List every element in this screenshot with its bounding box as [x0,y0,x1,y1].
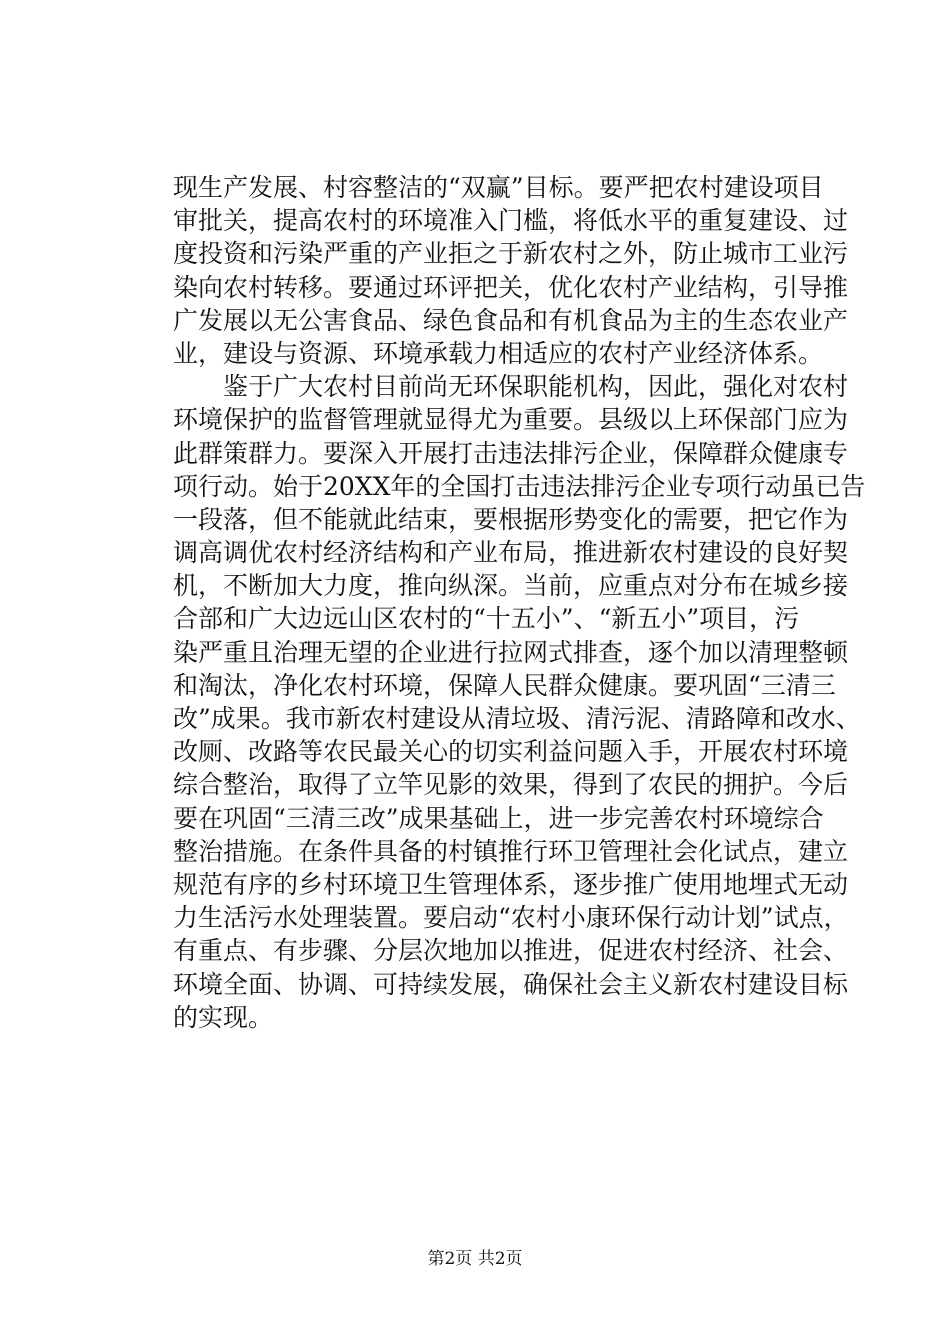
text-line: 环境保护的监督管理就显得尤为重要。县级以上环保部门应为 [173,405,849,435]
text-line: 度投资和污染严重的产业拒之于新农村之外，防止城市工业污 [173,239,849,269]
text-line: 鉴于广大农村目前尚无环保职能机构，因此，强化对农村 [173,372,849,402]
text-line: 染严重且治理无望的企业进行拉网式排查，逐个加以清理整顿 [173,637,849,667]
text-line: 规范有序的乡村环境卫生管理体系，逐步推广使用地埋式无动 [173,869,849,899]
text-line: 力生活污水处理装置。要启动“农村小康环保行动计划”试点， [173,903,849,933]
text-line: 的实现。 [173,1002,274,1032]
text-line: 环境全面、协调、可持续发展，确保社会主义新农村建设目标 [173,969,849,999]
text-line: 业，建设与资源、环境承载力相适应的农村产业经济体系。 [173,338,824,368]
text-line: 项行动。始于20XX年的全国打击违法排污企业专项行动虽已告 [173,471,866,501]
text-line: 现生产发展、村容整洁的“双赢”目标。要严把农村建设项目 [173,173,824,202]
page-number-footer: 第2页 共2页 [427,1249,523,1269]
text-line: 染向农村转移。要通过环评把关，优化农村产业结构，引导推 [173,272,849,302]
text-line: 和淘汰，净化农村环境，保障人民群众健康。要巩固“三清三 [173,670,836,700]
text-line: 一段落，但不能就此结束，要根据形势变化的需要，把它作为 [173,504,849,534]
text-line: 广发展以无公害食品、绿色食品和有机食品为主的生态农业产 [173,305,849,335]
text-line: 改厕、改路等农民最关心的切实利益问题入手，开展农村环境 [173,737,849,767]
text-line: 有重点、有步骤、分层次地加以推进，促进农村经济、社会、 [173,936,849,966]
text-line: 机，不断加大力度，推向纵深。当前，应重点对分布在城乡接 [173,571,849,601]
text-line: 此群策群力。要深入开展打击违法排污企业，保障群众健康专 [173,438,849,468]
text-line: 调高调优农村经济结构和产业布局，推进新农村建设的良好契 [173,538,849,568]
text-line: 审批关，提高农村的环境准入门槛，将低水平的重复建设、过 [173,206,849,236]
document-body [173,171,873,1034]
text-line: 要在巩固“三清三改”成果基础上，进一步完善农村环境综合 [173,803,824,833]
text-line: 改”成果。我市新农村建设从清垃圾、清污泥、清路障和改水、 [173,704,861,733]
text-line: 整治措施。在条件具备的村镇推行环卫管理社会化试点，建立 [173,836,849,866]
text-line: 综合整治，取得了立竿见影的效果，得到了农民的拥护。今后 [173,770,849,800]
text-line: 合部和广大边远山区农村的“十五小”、“新五小”项目，污 [173,604,800,634]
